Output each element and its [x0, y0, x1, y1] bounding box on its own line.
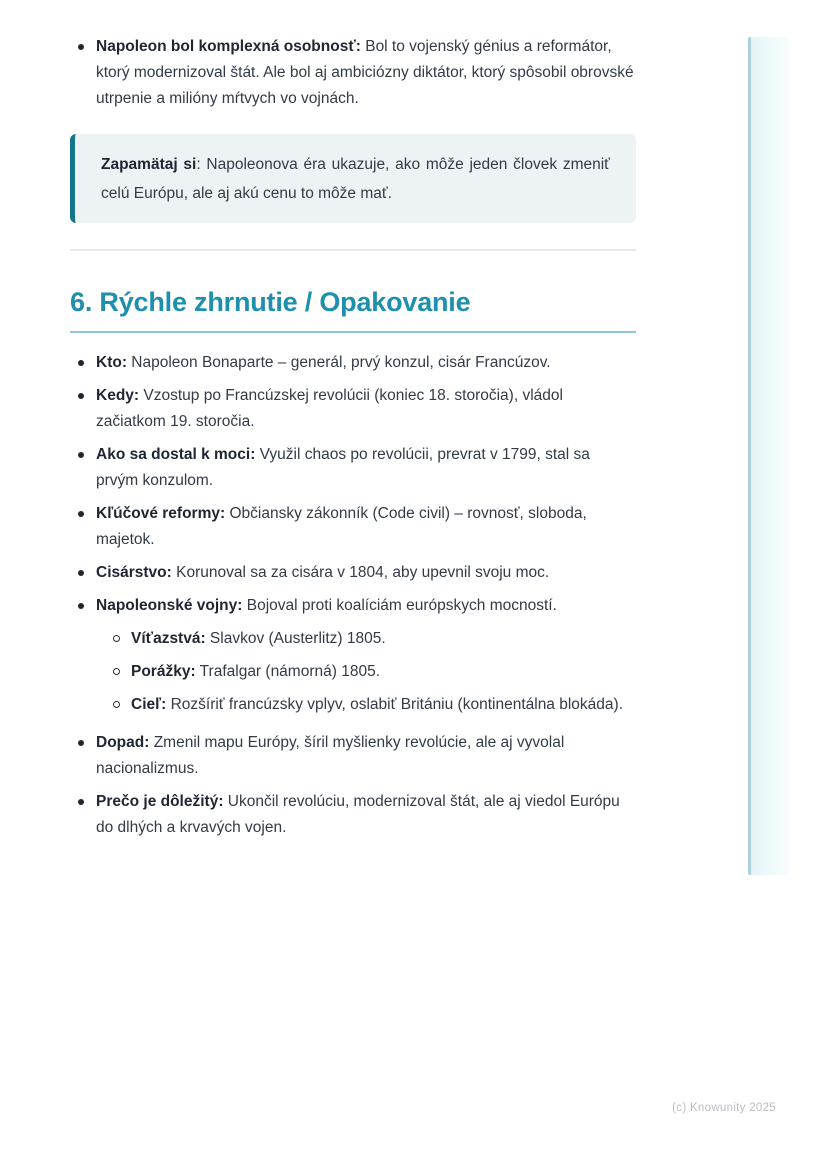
document-page	[70, 0, 636, 848]
item-text: Rozšíriť francúzsky vplyv, oslabiť Britániu (kontinentálna blokáda).	[166, 696, 624, 713]
item-text: Využil chaos po revolúcii, prevrat v 1799, stal sa prvým konzulom.	[96, 446, 590, 489]
sub-list-item	[106, 626, 636, 652]
list-item	[70, 383, 636, 435]
scroll-indicator[interactable]	[748, 37, 790, 875]
item-lead: Kto:	[96, 354, 127, 371]
list-item	[70, 560, 636, 586]
item-text: Korunoval sa za cisára v 1804, aby upevnil svoju moc.	[171, 564, 550, 581]
copyright-notice: (c) Knowunity 2025	[672, 1102, 776, 1114]
item-text: Slavkov (Austerlitz) 1805.	[205, 630, 386, 647]
callout-body: : Napoleonova éra ukazuje, ako môže jeden človek zmeniť celú Európu, ale aj akú cenu to môže mať.	[101, 156, 610, 202]
item-lead: Víťazstvá:	[131, 630, 206, 647]
item-lead: Kľúčové reformy:	[96, 505, 226, 522]
callout-text	[101, 150, 610, 208]
section-title: 6. Rýchle zhrnutie / Opakovanie	[70, 287, 636, 333]
item-text: Trafalgar (námorná) 1805.	[195, 663, 380, 680]
section-divider	[70, 249, 636, 251]
list-item	[70, 350, 636, 376]
item-text: Vzostup po Francúzskej revolúcii (koniec 18. storočia), vládol začiatkom 19. storočia.	[96, 387, 563, 430]
intro-bullet-list	[70, 0, 636, 112]
item-lead: Prečo je dôležitý:	[96, 793, 224, 810]
summary-list	[70, 350, 636, 841]
item-text: Napoleon Bonaparte – generál, prvý konzul, cisár Francúzov.	[127, 354, 551, 371]
item-lead: Porážky:	[131, 663, 196, 680]
item-text: Zmenil mapu Európy, šíril myšlienky revolúcie, ale aj vyvolal nacionalizmus.	[96, 734, 565, 777]
item-text: Ukončil revolúciu, modernizoval štát, ale aj viedol Európu do dlhých a krvavých vojen.	[96, 793, 620, 836]
item-text: Občiansky zákonník (Code civil) – rovnosť, sloboda, majetok.	[96, 505, 587, 548]
item-lead: Ako sa dostal k moci:	[96, 446, 256, 463]
item-lead: Cieľ:	[131, 696, 167, 713]
list-item	[70, 34, 636, 112]
item-text: Bol to vojenský génius a reformátor, ktorý modernizoval štát. Ale bol aj ambiciózny diktátor, ktorý spôsobil obrovské utrpenie a milióny mŕtvych vo vojnách.	[96, 38, 634, 107]
nested-list	[96, 626, 636, 718]
item-lead: Cisárstvo:	[96, 564, 172, 581]
list-item	[70, 593, 636, 718]
item-lead: Napoleon bol komplexná osobnosť:	[96, 38, 361, 55]
remember-callout	[70, 134, 636, 223]
item-text: Bojoval proti koalíciám európskych mocností.	[242, 597, 557, 614]
list-item	[70, 789, 636, 841]
callout-lead: Zapamätaj si	[101, 156, 197, 173]
item-lead: Kedy:	[96, 387, 140, 404]
item-lead: Napoleonské vojny:	[96, 597, 243, 614]
sub-list-item	[106, 692, 636, 718]
item-lead: Dopad:	[96, 734, 150, 751]
sub-list-item	[106, 659, 636, 685]
list-item	[70, 730, 636, 782]
list-item	[70, 501, 636, 553]
list-item	[70, 442, 636, 494]
